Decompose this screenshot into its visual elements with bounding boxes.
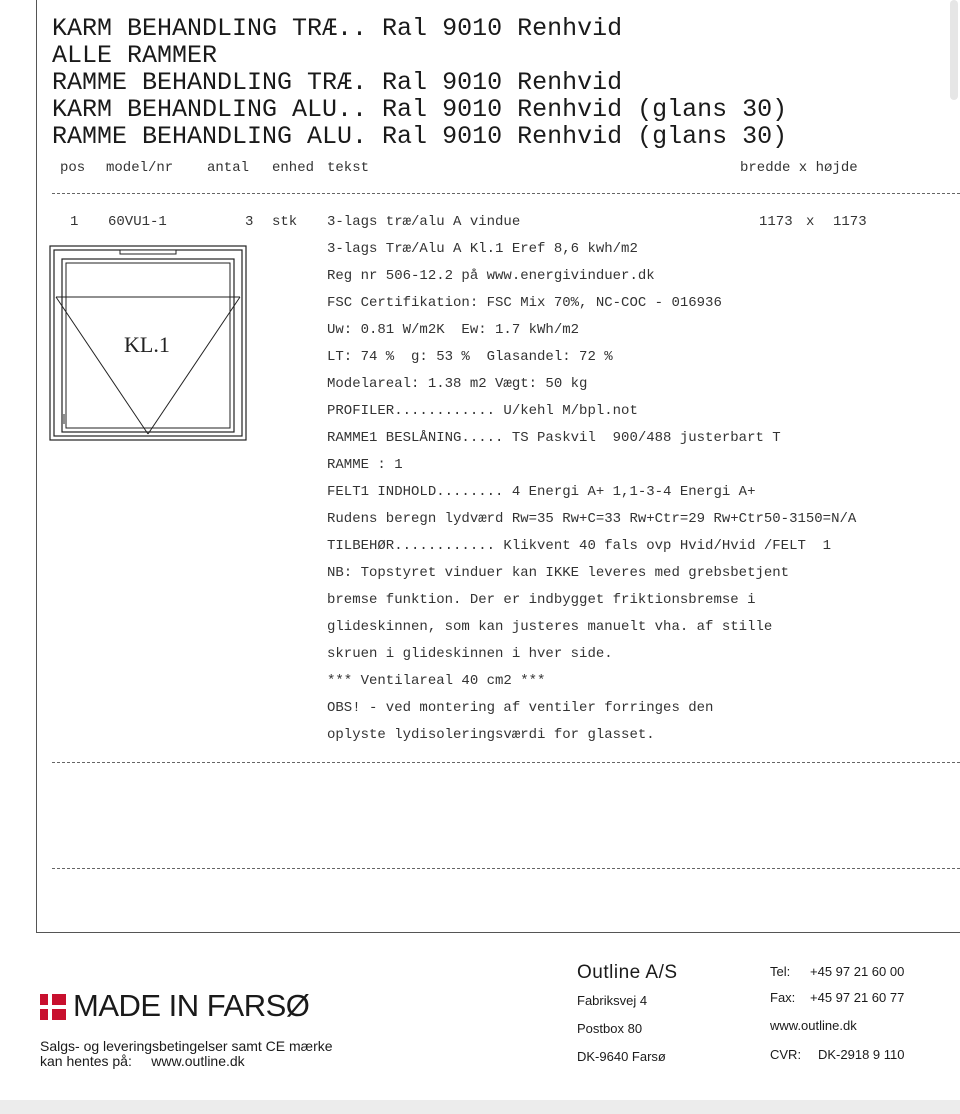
item-line: bremse funktion. Der er indbygget friktionsbremse i (327, 592, 756, 608)
address-city: DK-9640 Farsø (577, 1049, 666, 1064)
header-line-3: RAMME BEHANDLING TRÆ. Ral 9010 Renhvid (52, 68, 623, 97)
drawing-label: KL.1 (124, 332, 170, 357)
address-street: Fabriksvej 4 (577, 993, 648, 1008)
col-dimensions: bredde x højde (740, 160, 858, 176)
col-enhed: enhed (272, 160, 315, 176)
fax-number: +45 97 21 60 77 (810, 990, 905, 1005)
col-model: model/nr (106, 160, 174, 176)
item-tekst: 3-lags træ/alu A vindue (327, 214, 521, 230)
divider-top (52, 193, 960, 194)
item-line: RAMME : 1 (327, 457, 403, 473)
item-line: FELT1 INDHOLD........ 4 Energi A+ 1,1-3-4 Energi A+ (327, 484, 756, 500)
tel-number: +45 97 21 60 00 (810, 964, 905, 979)
item-line: 3-lags Træ/Alu A Kl.1 Eref 8,6 kwh/m2 (327, 241, 638, 257)
scrollbar[interactable] (950, 0, 958, 100)
item-line: PROFILER............ U/kehl M/bpl.not (327, 403, 638, 419)
col-pos: pos (60, 160, 86, 176)
item-height: 1173 (833, 214, 867, 230)
item-line: Uw: 0.81 W/m2K Ew: 1.7 kWh/m2 (327, 322, 580, 338)
item-line: TILBEHØR............ Klikvent 40 fals ovp Hvid/Hvid /FELT 1 (327, 538, 832, 554)
item-line: glideskinnen, som kan justeres manuelt vha. af stille (327, 619, 773, 635)
bottom-bar (0, 1100, 960, 1114)
danish-flag-icon (40, 994, 66, 1020)
cvr-label: CVR: (770, 1047, 802, 1062)
item-line: *** Ventilareal 40 cm2 *** (327, 673, 546, 689)
terms-line-1: Salgs- og leveringsbetingelser samt CE mærke (40, 1038, 333, 1054)
item-line: RAMME1 BESLÅNING..... TS Paskvil 900/488 justerbart T (327, 430, 781, 446)
header-line-5: RAMME BEHANDLING ALU. Ral 9010 Renhvid (glans 30) (52, 122, 788, 151)
item-line: FSC Certifikation: FSC Mix 70%, NC-COC - 016936 (327, 295, 722, 311)
item-antal: 3 (245, 214, 254, 230)
item-line: oplyste lydisoleringsværdi for glasset. (327, 727, 655, 743)
header-line-2: ALLE RAMMER (52, 41, 218, 70)
tel-label: Tel: (770, 964, 791, 979)
fax-label: Fax: (770, 990, 796, 1005)
header-line-4: KARM BEHANDLING ALU.. Ral 9010 Renhvid (glans 30) (52, 95, 788, 124)
item-line: OBS! - ved montering af ventiler forringes den (327, 700, 714, 716)
item-line: skruen i glideskinnen i hver side. (327, 646, 613, 662)
item-width: 1173 (759, 214, 793, 230)
brand-made-in-farso: MADE IN FARSØ (73, 988, 310, 1023)
terms-line-2[interactable]: kan hentes på: www.outline.dk (40, 1053, 245, 1069)
item-line: Rudens beregn lydværd Rw=35 Rw+C=33 Rw+Ctr=29 Rw+Ctr50-3150=N/A (327, 511, 857, 527)
col-antal: antal (207, 160, 250, 176)
company-name: Outline A/S (577, 962, 678, 983)
item-line: Modelareal: 1.38 m2 Vægt: 50 kg (327, 376, 588, 392)
website-link[interactable]: www.outline.dk (770, 1018, 857, 1033)
address-postbox: Postbox 80 (577, 1021, 643, 1036)
cvr-number: DK-2918 9 110 (818, 1047, 905, 1062)
divider-bottom (52, 868, 960, 869)
divider-middle (52, 762, 960, 763)
item-model: 60VU1-1 (108, 214, 167, 230)
item-line: Reg nr 506-12.2 på www.energivinduer.dk (327, 268, 655, 284)
item-line: LT: 74 % g: 53 % Glasandel: 72 % (327, 349, 613, 365)
item-pos: 1 (70, 214, 79, 230)
item-x: x (806, 214, 815, 230)
item-enhed: stk (272, 214, 298, 230)
window-drawing (48, 244, 250, 444)
item-line: NB: Topstyret vinduer kan IKKE leveres med grebsbetjent (327, 565, 790, 581)
col-tekst: tekst (327, 160, 370, 176)
header-line-1: KARM BEHANDLING TRÆ.. Ral 9010 Renhvid (52, 14, 623, 43)
